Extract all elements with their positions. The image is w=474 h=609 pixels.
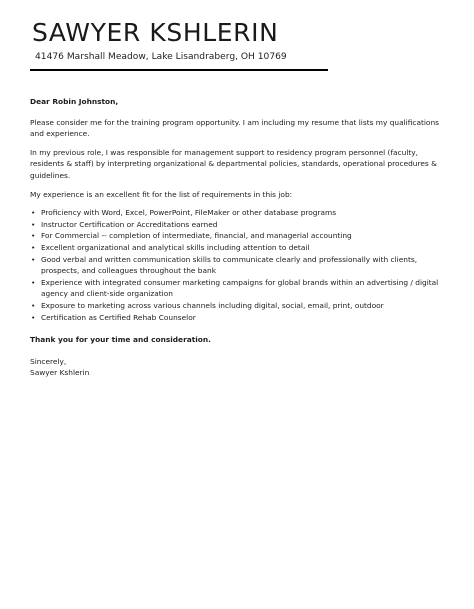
bullet-icon: • — [31, 254, 36, 264]
bullet-icon: • — [31, 277, 36, 287]
applicant-address: 41476 Marshall Meadow, Lake Lisandraberg, OH 10769 — [35, 52, 287, 62]
list-item-text: Certification as Certified Rehab Counselor — [41, 312, 196, 322]
list-item-text: Good verbal and written communication skills to communicate clearly and professionally with clients, prospects, and colleagues throughout the bank — [41, 254, 418, 276]
requirements-intro: My experience is an excellent fit for the list of requirements in this job: — [30, 189, 293, 199]
bullet-icon: • — [31, 312, 36, 322]
intro-paragraph: Please consider me for the training program opportunity. I am including my resume that lists my qualifications and experience. — [30, 117, 439, 139]
list-item — [30, 207, 444, 219]
list-item — [30, 230, 444, 242]
list-item — [30, 242, 444, 254]
experience-paragraph: In my previous role, I was responsible for management support to residency program personnel (faculty, residents & staff) by interpreting organizational & departmental policies, standards, operational procedures & guidelines. — [30, 147, 437, 180]
list-item-text: For Commercial -- completion of intermediate, financial, and managerial accounting — [41, 231, 352, 241]
closing-line: Thank you for your time and consideration. — [30, 335, 211, 345]
requirements-list — [30, 207, 444, 323]
signoff: Sincerely, — [30, 356, 67, 366]
list-item-text: Experience with integrated consumer marketing campaigns for global brands within an advertising / digital agency and client-side organization — [41, 277, 439, 299]
signature-name: Sawyer Kshlerin — [30, 368, 90, 378]
list-item — [30, 312, 444, 324]
list-item-text: Exposure to marketing across various channels including digital, social, email, print, outdoor — [41, 300, 384, 310]
header-divider — [30, 69, 328, 71]
bullet-icon: • — [31, 300, 36, 310]
list-item-text: Proficiency with Word, Excel, PowerPoint, FileMaker or other database programs — [41, 208, 337, 218]
list-item — [30, 300, 444, 312]
list-item — [30, 219, 444, 231]
list-item — [30, 277, 444, 300]
bullet-icon: • — [31, 242, 36, 252]
bullet-icon: • — [31, 219, 36, 229]
applicant-name: SAWYER KSHLERIN — [32, 18, 279, 47]
bullet-icon: • — [31, 208, 36, 218]
letter-body — [30, 96, 444, 379]
list-item-text: Instructor Certification or Accreditations earned — [41, 219, 218, 229]
list-item-text: Excellent organizational and analytical skills including attention to detail — [41, 242, 310, 252]
bullet-icon: • — [31, 231, 36, 241]
list-item — [30, 254, 444, 277]
salutation: Dear Robin Johnston, — [30, 97, 119, 106]
